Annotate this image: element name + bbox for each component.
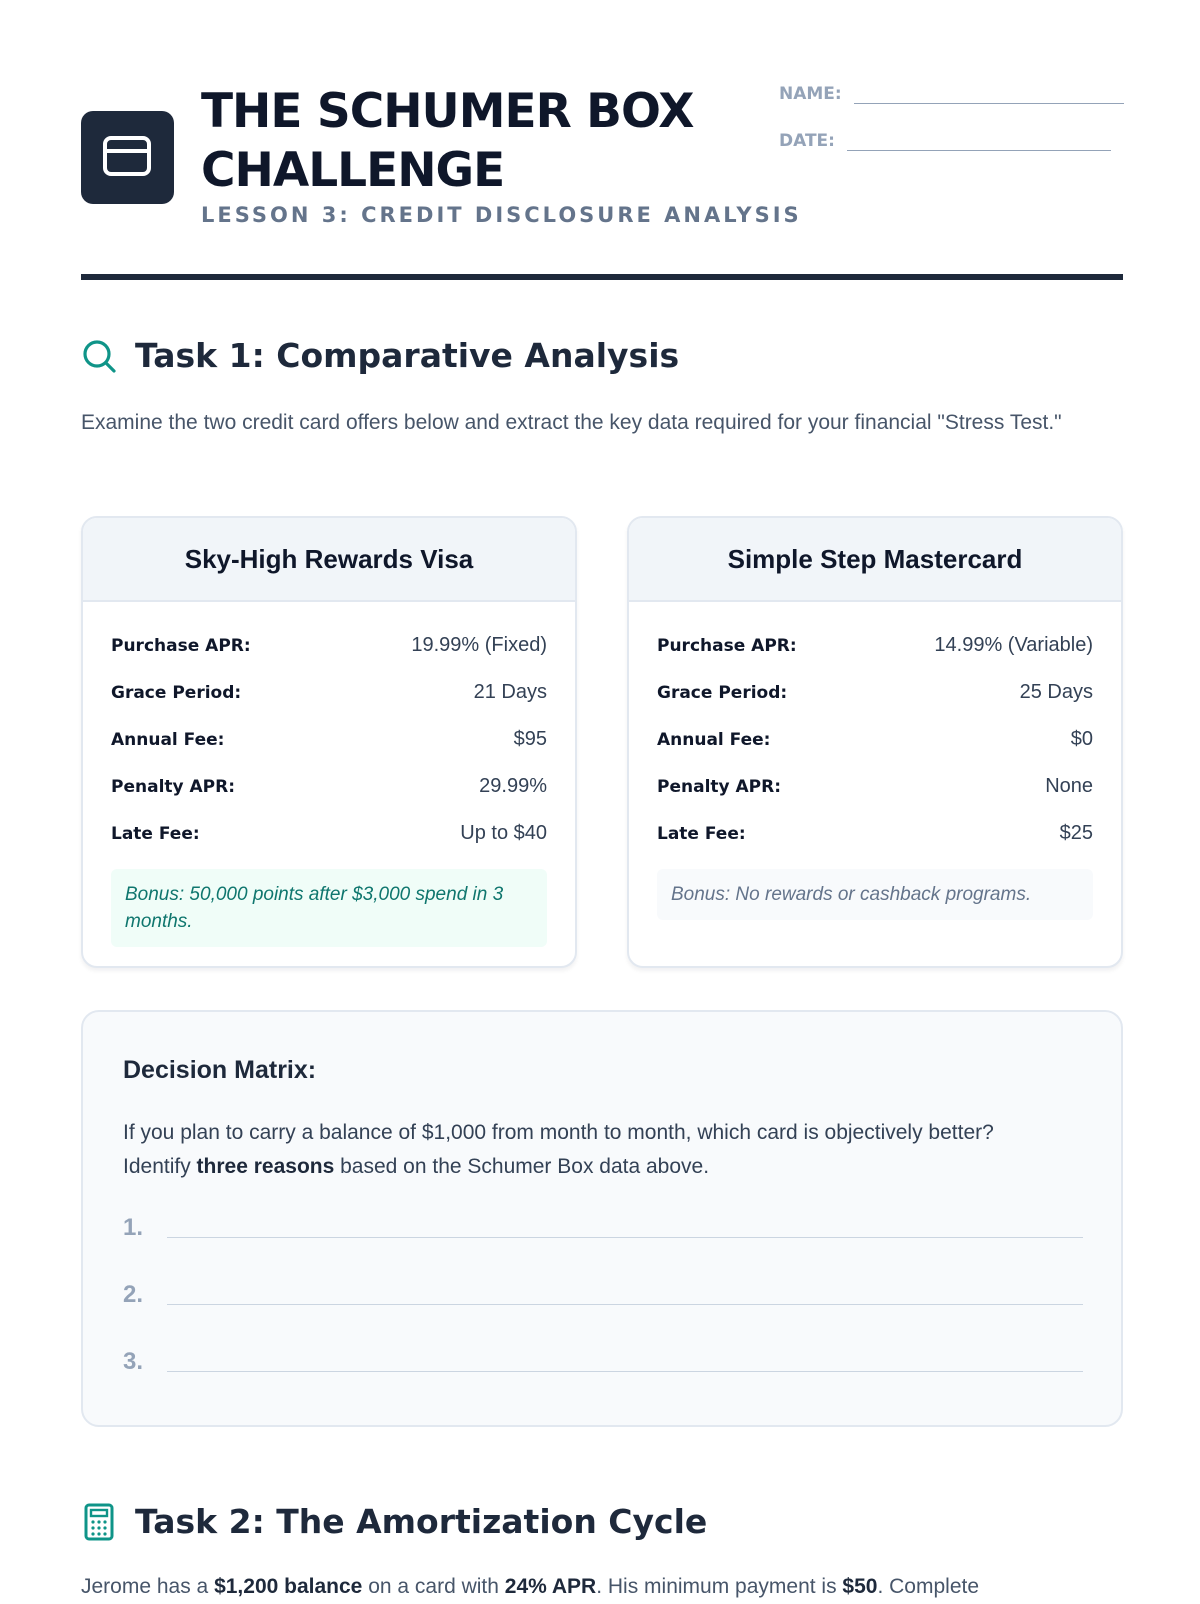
date-line[interactable]	[847, 149, 1111, 151]
intro-text: . Complete	[877, 1575, 980, 1598]
row-value: 29.99%	[479, 775, 547, 797]
row-label: Grace Period:	[657, 682, 788, 703]
answer-line-2[interactable]	[123, 1281, 1083, 1309]
header-divider	[81, 274, 1123, 280]
row-label: Purchase APR:	[111, 635, 251, 656]
card-row	[111, 669, 547, 716]
card-title: Sky-High Rewards Visa	[83, 518, 575, 602]
card-row	[657, 622, 1093, 669]
matrix-prompt	[123, 1116, 1063, 1184]
search-icon	[81, 338, 117, 374]
intro-emphasis: $50	[842, 1575, 878, 1598]
row-value: 19.99% (Fixed)	[411, 634, 547, 656]
card-sky-high	[81, 516, 577, 968]
card-row	[111, 763, 547, 810]
answer-number: 2.	[123, 1281, 144, 1308]
card-simple-step	[627, 516, 1123, 968]
task1-title: Task 1: Comparative Analysis	[135, 336, 680, 375]
row-label: Annual Fee:	[657, 729, 771, 750]
task2-title: Task 2: The Amortization Cycle	[135, 1502, 708, 1541]
name-line[interactable]	[854, 102, 1124, 104]
row-label: Annual Fee:	[111, 729, 225, 750]
card-row	[657, 669, 1093, 716]
calculator-icon	[81, 1503, 117, 1541]
row-label: Late Fee:	[657, 823, 746, 844]
task2-heading	[81, 1502, 707, 1541]
answer-blank[interactable]	[167, 1370, 1083, 1372]
answer-number: 1.	[123, 1214, 144, 1241]
bonus-note: Bonus: No rewards or cashback programs.	[657, 869, 1093, 920]
card-row	[111, 716, 547, 763]
name-label: NAME:	[779, 84, 842, 104]
intro-emphasis: $1,200 balance	[214, 1575, 363, 1598]
row-value: $25	[1059, 822, 1093, 844]
row-value: 21 Days	[473, 681, 547, 703]
prompt-text: If you plan to carry a balance of $1,000 from month to month, which card is objectively better? Identify	[123, 1121, 994, 1178]
intro-text: on a card with	[362, 1575, 505, 1598]
row-value: $0	[1070, 728, 1093, 750]
row-label: Grace Period:	[111, 682, 242, 703]
row-value: $95	[513, 728, 547, 750]
row-value: 14.99% (Variable)	[934, 634, 1093, 656]
intro-emphasis: 24% APR	[504, 1575, 597, 1598]
name-field[interactable]	[779, 84, 1124, 104]
row-value: 25 Days	[1019, 681, 1093, 703]
prompt-emphasis: three reasons	[196, 1155, 335, 1178]
decision-matrix	[81, 1010, 1123, 1427]
header	[81, 0, 1123, 282]
credit-card-icon	[102, 134, 152, 180]
task1-intro: Examine the two credit card offers below and extract the key data required for your financial "Stress Test."	[81, 411, 1062, 434]
row-value: Up to $40	[460, 822, 547, 844]
answer-line-1[interactable]	[123, 1214, 1083, 1242]
card-title: Simple Step Mastercard	[629, 518, 1121, 602]
answer-blank[interactable]	[167, 1303, 1083, 1305]
date-field[interactable]	[779, 131, 1111, 151]
card-row	[657, 716, 1093, 763]
card-row	[657, 810, 1093, 857]
answer-blank[interactable]	[167, 1236, 1083, 1238]
card-row	[657, 763, 1093, 810]
row-label: Penalty APR:	[657, 776, 782, 797]
task2-intro	[81, 1570, 1123, 1604]
worksheet-page	[81, 0, 1123, 1598]
prompt-text-end: based on the Schumer Box data above.	[334, 1155, 710, 1178]
lesson-subtitle: LESSON 3: CREDIT DISCLOSURE ANALYSIS	[201, 203, 802, 227]
card-row	[111, 622, 547, 669]
row-label: Late Fee:	[111, 823, 200, 844]
answer-number: 3.	[123, 1348, 144, 1375]
intro-text: . His minimum payment is	[596, 1575, 843, 1598]
intro-text: Jerome has a	[81, 1575, 215, 1598]
answer-line-3[interactable]	[123, 1348, 1083, 1376]
row-label: Purchase APR:	[657, 635, 797, 656]
page-title: THE SCHUMER BOX CHALLENGE	[201, 84, 694, 198]
bonus-note: Bonus: 50,000 points after $3,000 spend in 3 months.	[111, 869, 547, 947]
matrix-heading: Decision Matrix:	[123, 1056, 317, 1084]
date-label: DATE:	[779, 131, 835, 151]
task1-heading	[81, 336, 679, 375]
row-label: Penalty APR:	[111, 776, 236, 797]
logo	[81, 111, 174, 204]
card-row	[111, 810, 547, 857]
row-value: None	[1045, 775, 1093, 797]
